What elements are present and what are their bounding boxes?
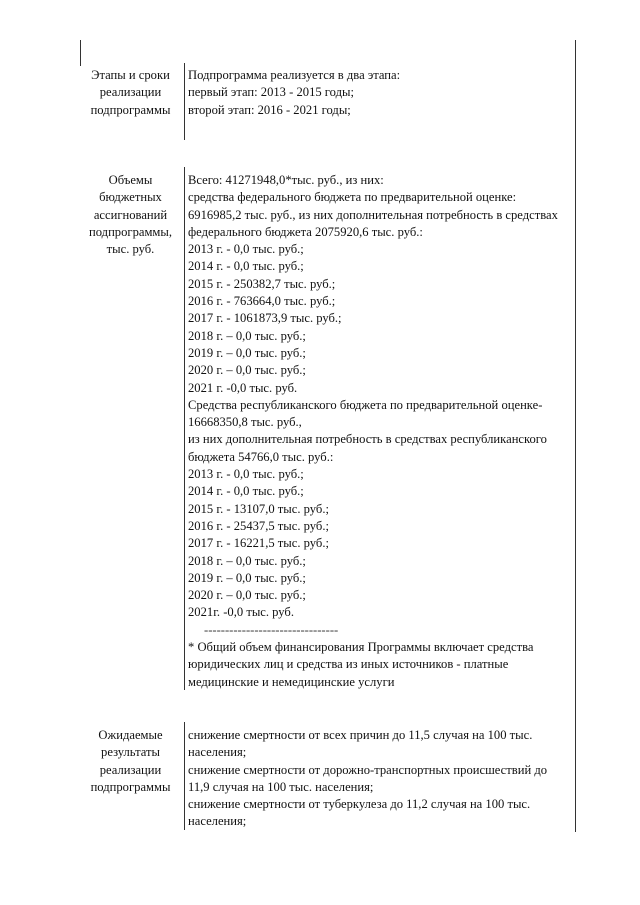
funding-line: 16668350,8 тыс. руб., [188, 415, 302, 430]
funding-line: Средства республиканского бюджета по предварительной оценке- [188, 397, 543, 412]
results-line: 11,9 случая на 100 тыс. населения; [188, 779, 374, 794]
footnote-line: медицинские и немедицинские услуги [188, 674, 395, 689]
funding-value [188, 172, 580, 691]
funding-line: 2016 г. - 25437,5 тыс. руб.; [188, 518, 329, 533]
funding-line: 2018 г. – 0,0 тыс. руб.; [188, 328, 306, 343]
results-line: снижение смертности от всех причин до 11,5 случая на 100 тыс. [188, 728, 533, 742]
column-divider-stages [184, 63, 185, 140]
stages-label [80, 67, 181, 119]
funding-line: средства федерального бюджета по предварительной оценке: [188, 190, 517, 205]
results-label-line: результаты [101, 745, 160, 760]
funding-line: 2020 г. – 0,0 тыс. руб.; [188, 363, 306, 378]
results-label [80, 727, 181, 796]
funding-label-line: ассигнований [93, 207, 168, 222]
results-line: снижение смертности от туберкулеза до 11,2 случая на 100 тыс. [188, 797, 531, 812]
funding-line: 2014 г. - 0,0 тыс. руб.; [188, 259, 304, 274]
column-divider-results [184, 722, 185, 830]
funding-label-line: бюджетных [99, 190, 162, 205]
stages-label-line: подпрограммы [90, 102, 171, 117]
left-border-top [80, 40, 81, 66]
stages-line: второй этап: 2016 - 2021 годы; [188, 102, 351, 117]
funding-line: 2021г. -0,0 тыс. руб. [188, 605, 294, 620]
funding-line: 2017 г. - 1061873,9 тыс. руб.; [188, 311, 342, 326]
funding-line: из них дополнительная потребность в средствах республиканского [188, 432, 547, 447]
funding-line: Всего: 41271948,0*тыс. руб., из них: [188, 173, 384, 187]
funding-line: 2014 г. - 0,0 тыс. руб.; [188, 484, 304, 499]
funding-line: 2013 г. - 0,0 тыс. руб.; [188, 467, 304, 482]
funding-line: 2019 г. – 0,0 тыс. руб.; [188, 345, 306, 360]
footnote-line: юридических лиц и средства из иных источников - платные [188, 657, 509, 672]
funding-label-line: подпрограммы, [88, 224, 172, 239]
stages-line: первый этап: 2013 - 2015 годы; [188, 85, 354, 100]
column-divider-funding [184, 167, 185, 690]
funding-line: 2021 г. -0,0 тыс. руб. [188, 380, 298, 395]
stages-value [188, 67, 580, 119]
results-label-line: Ожидаемые [98, 728, 163, 742]
funding-line: 2015 г. - 13107,0 тыс. руб.; [188, 501, 329, 516]
funding-line: 2019 г. – 0,0 тыс. руб.; [188, 570, 306, 585]
results-line: снижение смертности от дорожно-транспортных происшествий до [188, 762, 548, 777]
funding-label-line: Объемы [108, 173, 153, 187]
funding-line: федерального бюджета 2075920,6 тыс. руб.: [188, 224, 423, 239]
footnote-separator: -------------------------------- [204, 622, 339, 637]
funding-line: 2018 г. – 0,0 тыс. руб.; [188, 553, 306, 568]
funding-line: 6916985,2 тыс. руб., из них дополнительная потребность в средствах [188, 207, 558, 222]
footnote-line: * Общий объем финансирования Программы включает средства [188, 640, 534, 655]
funding-line: 2020 г. – 0,0 тыс. руб.; [188, 588, 306, 603]
funding-line: 2017 г. - 16221,5 тыс. руб.; [188, 536, 329, 551]
results-line: населения; [188, 745, 247, 760]
funding-label-line: тыс. руб. [106, 242, 155, 257]
funding-label [80, 172, 181, 258]
results-value [188, 727, 580, 831]
results-line: населения; [188, 814, 247, 829]
results-label-line: реализации [99, 762, 162, 777]
funding-line: 2013 г. - 0,0 тыс. руб.; [188, 242, 304, 257]
funding-line: 2015 г. - 250382,7 тыс. руб.; [188, 276, 336, 291]
results-label-line: подпрограммы [90, 779, 171, 794]
stages-line: Подпрограмма реализуется в два этапа: [188, 68, 401, 82]
stages-label-line: Этапы и сроки [91, 68, 170, 82]
funding-line: 2016 г. - 763664,0 тыс. руб.; [188, 294, 336, 309]
stages-label-line: реализации [99, 85, 162, 100]
funding-line: бюджета 54766,0 тыс. руб.: [188, 449, 334, 464]
